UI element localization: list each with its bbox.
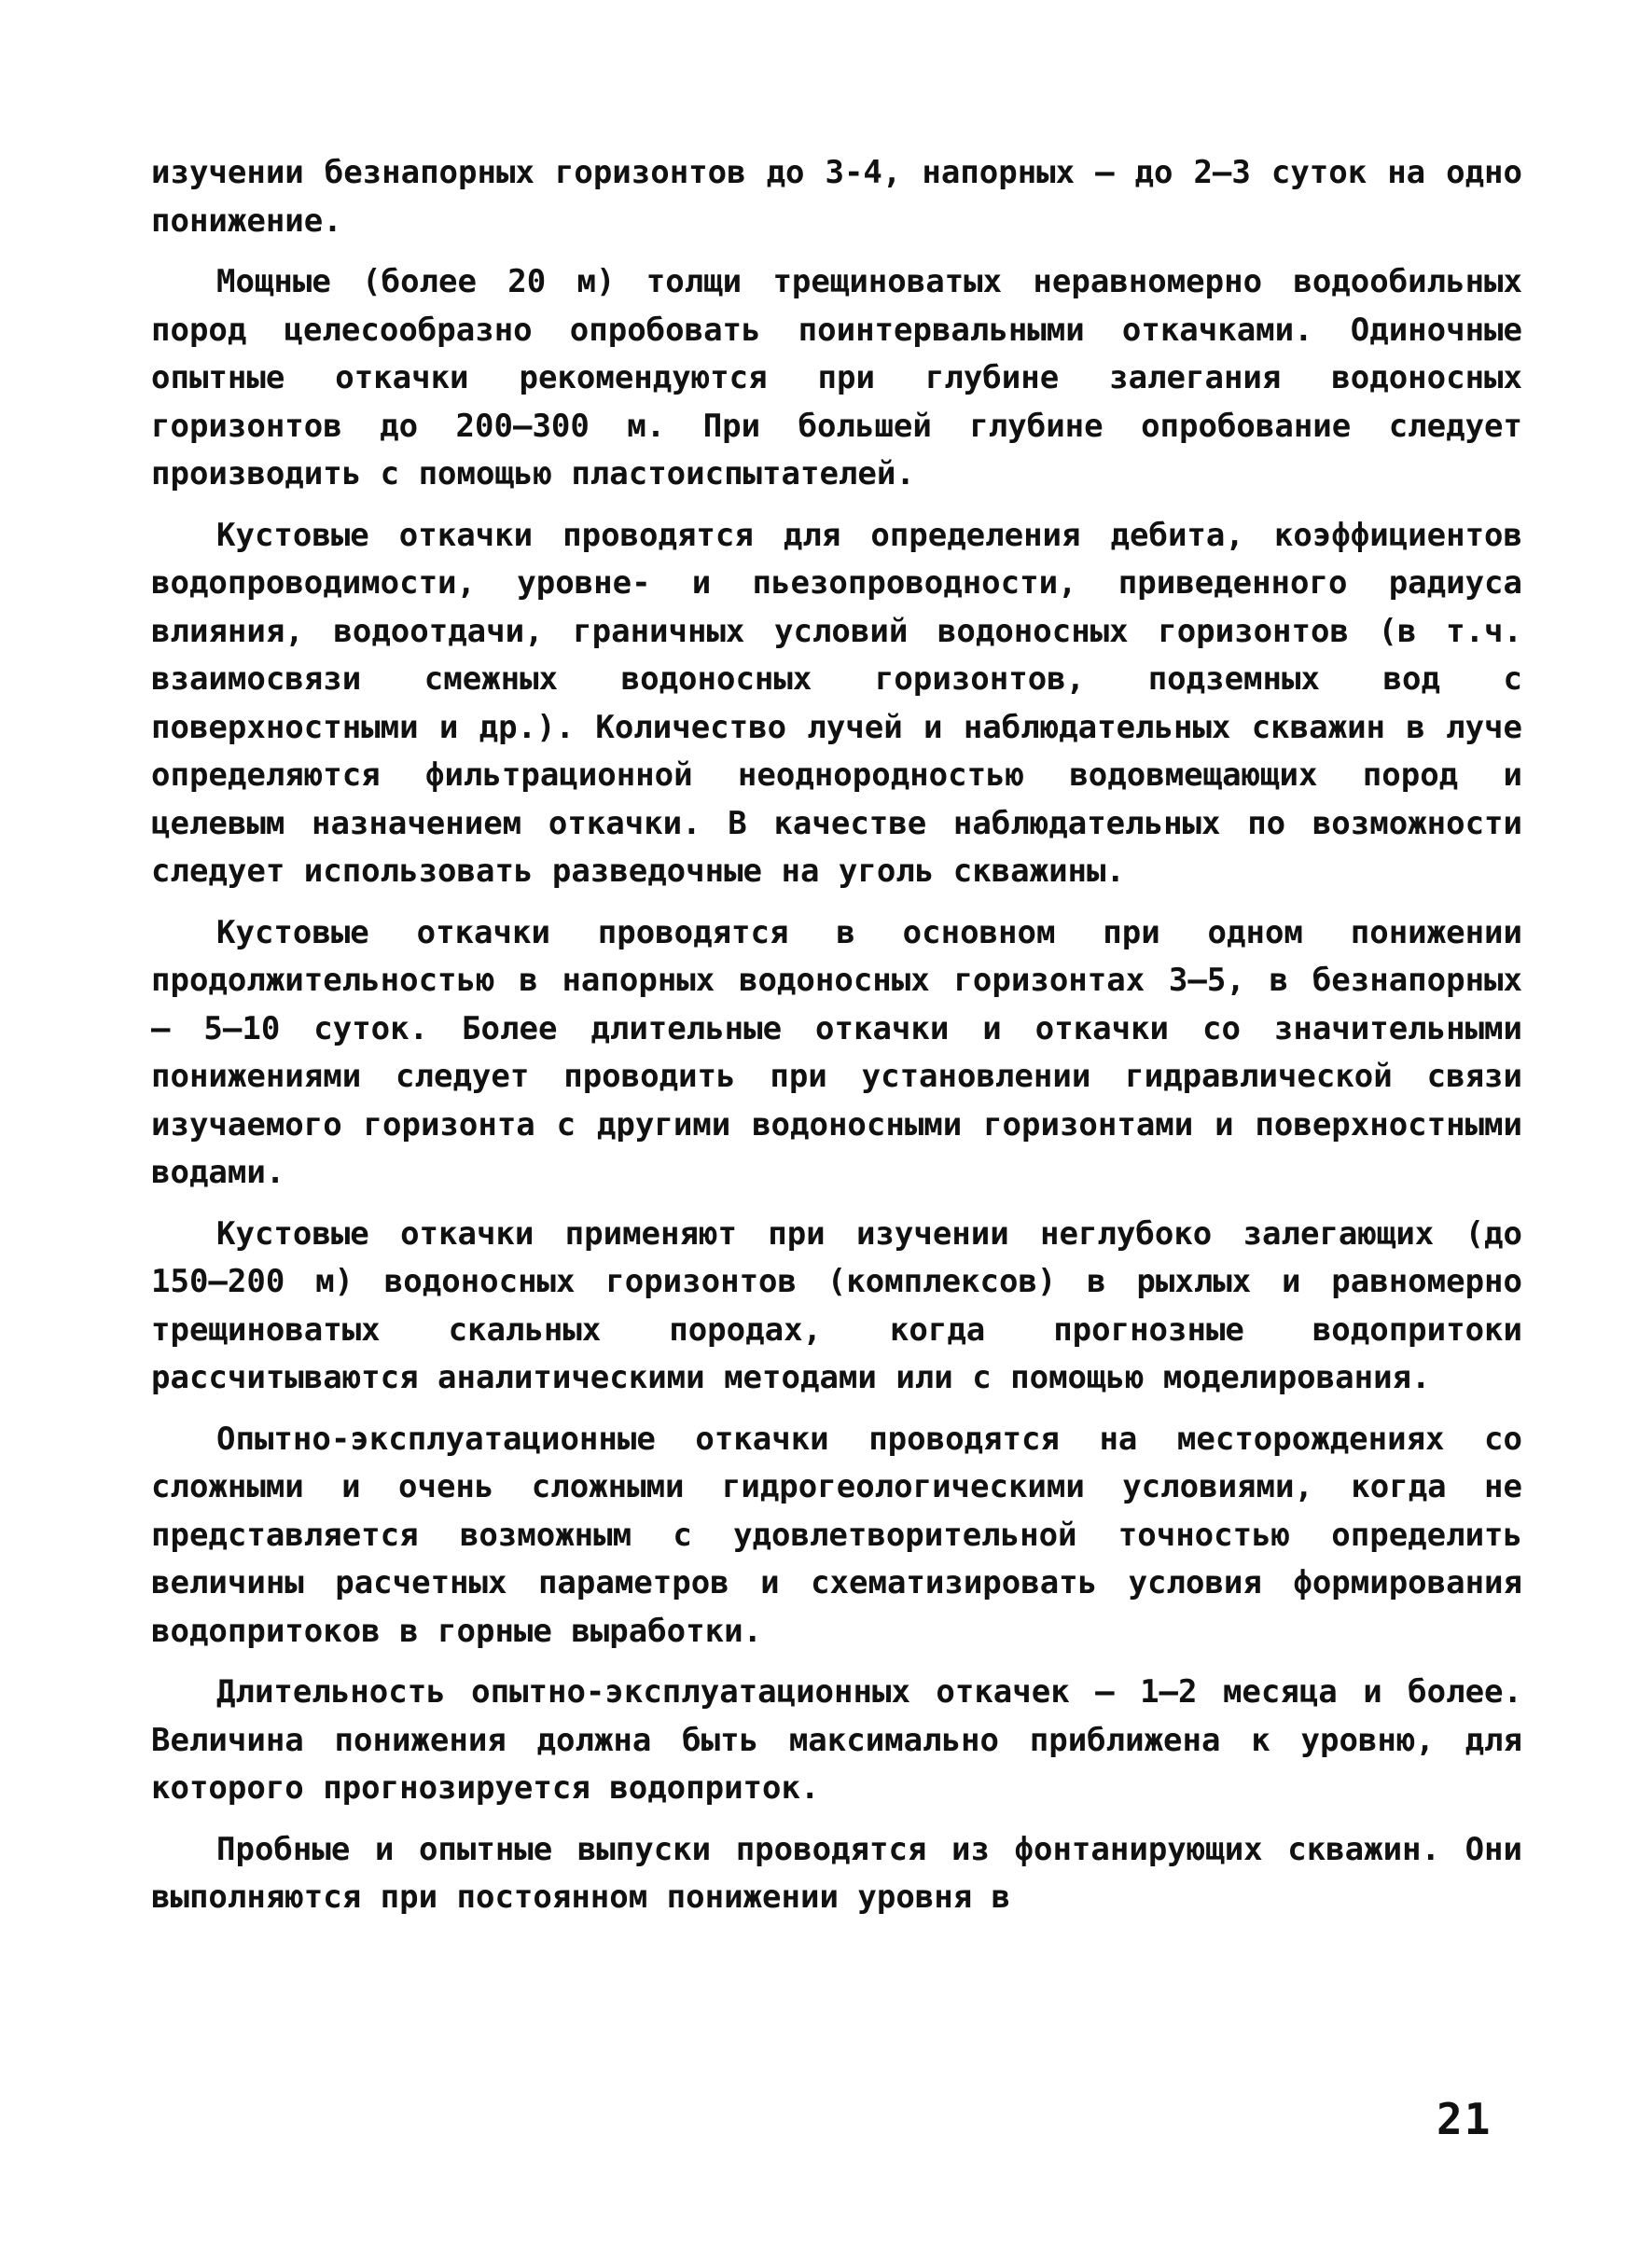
paragraph-pilot-operational: Опытно-эксплуатационные откачки проводятся на месторождениях со сложными и очень сложными гидрогеологическими условиями, когда не представляется возможным с удовлетворительной точностью определить величины расчетных параметров и схематизировать условия формирования водопритоков в горные выработки. <box>151 1420 1522 1650</box>
paragraph-cluster-duration: Кустовые откачки проводятся в основном при одном понижении продолжительностью в напорных водоносных горизонтах 3–5, в безнапорных – 5–10 суток. Более длительные откачки и откачки со значительными понижениями следует проводить при установлении гидравлической связи изучаемого горизонта с другими водоносными горизонтами и поверхностными водами. <box>151 913 1522 1191</box>
paragraph-pilot-duration: Длительность опытно-эксплуатационных откачек – 1–2 месяца и более. Величина понижения должна быть максимально приближена к уровню, для которого прогнозируется водоприток. <box>151 1673 1522 1807</box>
page-number: 21 <box>1437 2094 1492 2144</box>
body-text <box>151 149 1522 1935</box>
paragraph-thick-strata: Мощные (более 20 м) толщи трещиноватых неравномерно водообильных пород целесообразно опробовать поинтервальными откачками. Одиночные опытные откачки рекомендуются при глубине залегания водоносных горизонтов до 200–300 м. При большей глубине опробование следует производить с помощью пластоиспытателей. <box>151 263 1522 492</box>
paragraph-test-releases: Пробные и опытные выпуски проводятся из фонтанирующих скважин. Они выполняются при постоянном понижении уровня в <box>151 1830 1522 1916</box>
paragraph-continuation: изучении безнапорных горизонтов до 3-4, напорных – до 2–3 суток на одно понижение. <box>151 154 1522 240</box>
paragraph-cluster-purpose: Кустовые откачки проводятся для определения дебита, коэффициентов водопроводимости, уровне- и пьезопроводности, приведенного радиуса влияния, водоотдачи, граничных условий водоносных горизонтов (в т.ч. взаимосвязи смежных водоносных горизонтов, подземных вод с поверхностными и др.). Количество лучей и наблюдательных скважин в луче определяются фильтрационной неоднородностью водовмещающих пород и целевым назначением откачки. В качестве наблюдательных по возможности следует использовать разведочные на уголь скважины. <box>151 516 1522 890</box>
paragraph-cluster-application: Кустовые откачки применяют при изучении неглубоко залегающих (до 150–200 м) водоносных горизонтов (комплексов) в рыхлых и равномерно трещиноватых скальных породах, когда прогнозные водопритоки рассчитываются аналитическими методами или с помощью моделирования. <box>151 1214 1522 1396</box>
